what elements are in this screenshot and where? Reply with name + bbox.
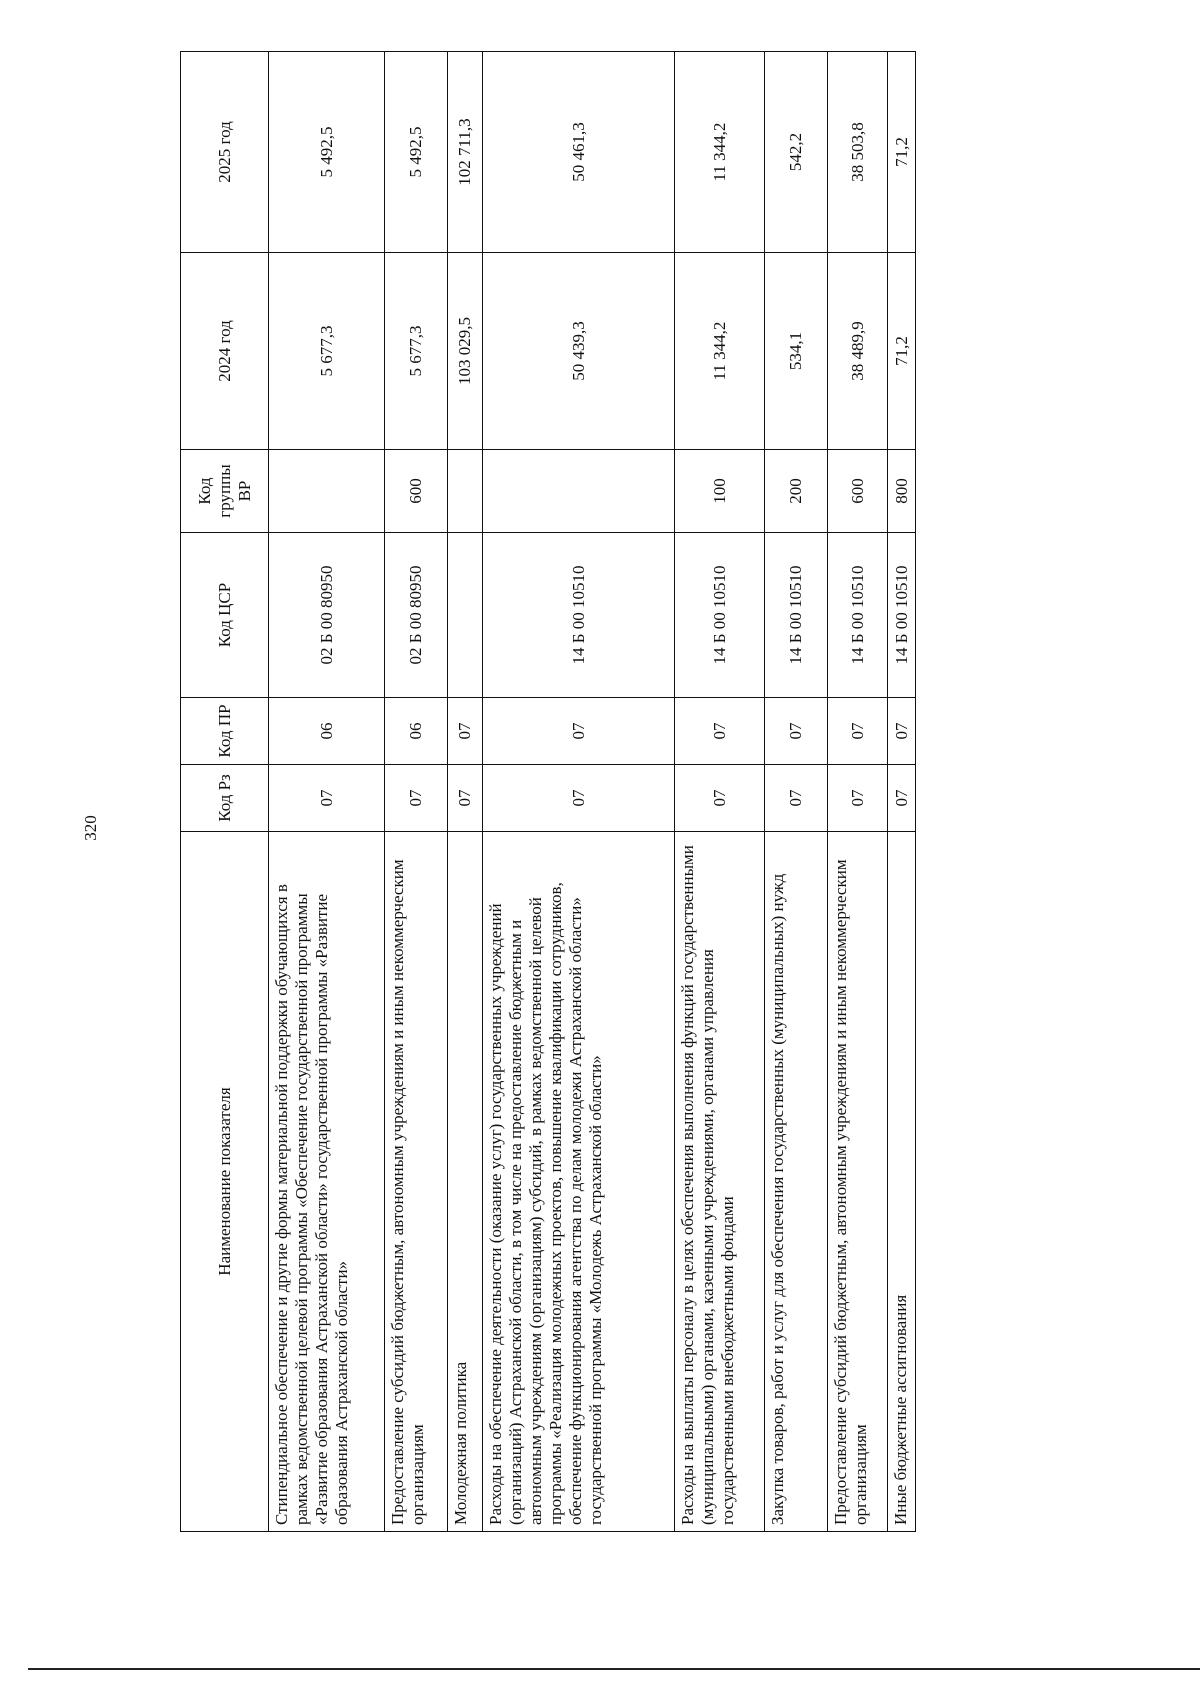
row-2025: 102 711,3 [448,52,483,253]
row-pr: 07 [765,698,828,765]
row-name: Закупка товаров, работ и услуг для обеспечения государственных (муниципальных) нужд [765,832,828,1532]
rotated-table-frame [180,52,915,1532]
row-vr [483,450,675,533]
row-rz: 07 [269,765,385,832]
table-row [385,52,448,1532]
row-2024: 534,1 [765,253,828,450]
row-2025: 542,2 [765,52,828,253]
row-2025: 5 492,5 [269,52,385,253]
row-rz: 07 [483,765,675,832]
header-pr: Код ПР [181,698,269,765]
table-container [180,52,915,1532]
row-name: Расходы на выплаты персоналу в целях обеспечения выполнения функций государственными (муниципальными) органами, казенными учреждениями, органами управления государственными внебюджетными фондами [675,832,765,1532]
row-vr: 200 [765,450,828,533]
table-header-row [181,52,269,1532]
row-name: Предоставление субсидий бюджетным, автономным учреждениям и иным некоммерческим организациям [828,832,888,1532]
row-csr: 02 Б 00 80950 [385,533,448,698]
row-rz: 07 [675,765,765,832]
budget-table [180,51,916,1532]
row-rz: 07 [385,765,448,832]
row-2024: 5 677,3 [269,253,385,450]
row-2024: 11 344,2 [675,253,765,450]
header-vr: Код группы ВР [181,450,269,533]
row-2024: 50 439,3 [483,253,675,450]
row-pr: 07 [675,698,765,765]
table-row [269,52,385,1532]
row-rz: 07 [828,765,888,832]
row-2025: 5 492,5 [385,52,448,253]
row-rz: 07 [448,765,483,832]
row-vr: 600 [828,450,888,533]
header-csr: Код ЦСР [181,533,269,698]
table-row [675,52,765,1532]
row-csr: 14 Б 00 10510 [888,533,916,698]
table-row [448,52,483,1532]
row-name: Предоставление субсидий бюджетным, автономным учреждениям и иным некоммерческим организациям [385,832,448,1532]
row-vr [269,450,385,533]
row-name: Иные бюджетные ассигнования [888,832,916,1532]
row-vr: 600 [385,450,448,533]
row-rz: 07 [888,765,916,832]
row-pr: 07 [828,698,888,765]
row-2024: 38 489,9 [828,253,888,450]
row-2024: 103 029,5 [448,253,483,450]
header-2025: 2025 год [181,52,269,253]
row-csr: 14 Б 00 10510 [483,533,675,698]
row-pr: 06 [385,698,448,765]
page-number: 320 [81,815,100,841]
row-2025: 38 503,8 [828,52,888,253]
row-csr: 14 Б 00 10510 [675,533,765,698]
table-row [483,52,675,1532]
row-csr: 14 Б 00 10510 [828,533,888,698]
table-row [765,52,828,1532]
header-rz: Код Рз [181,765,269,832]
row-2025: 50 461,3 [483,52,675,253]
row-name: Расходы на обеспечение деятельности (оказание услуг) государственных учреждений (организаций) Астраханской области, в том числе на предоставление бюджетным и автономным учреждениям (организациям) субсидий, в рамках ведомственной целевой программы «Реализация молодежных проектов, повышение квалификации сотрудников, обеспечение функционирования агентства по делам молодежи Астраханской области» государственной программы «Молодежь Астраханской области» [483,832,675,1532]
table-row [888,52,916,1532]
row-vr [448,450,483,533]
row-vr: 100 [675,450,765,533]
row-2024: 71,2 [888,253,916,450]
row-csr [448,533,483,698]
row-2025: 71,2 [888,52,916,253]
row-pr: 06 [269,698,385,765]
row-csr: 02 Б 00 80950 [269,533,385,698]
row-csr: 14 Б 00 10510 [765,533,828,698]
footer-rule [28,1668,1200,1670]
header-name: Наименование показателя [181,832,269,1532]
row-vr: 800 [888,450,916,533]
row-2025: 11 344,2 [675,52,765,253]
row-pr: 07 [448,698,483,765]
header-2024: 2024 год [181,253,269,450]
row-rz: 07 [765,765,828,832]
row-pr: 07 [888,698,916,765]
row-2024: 5 677,3 [385,253,448,450]
row-name: Стипендиальное обеспечение и другие формы материальной поддержки обучающихся в рамках ведомственной целевой программы «Обеспечение государственной программы «Развитие образования Астраханской области» государственной программы «Развитие образования Астраханской области» [269,832,385,1532]
table-row [828,52,888,1532]
row-name: Молодежная политика [448,832,483,1532]
row-pr: 07 [483,698,675,765]
